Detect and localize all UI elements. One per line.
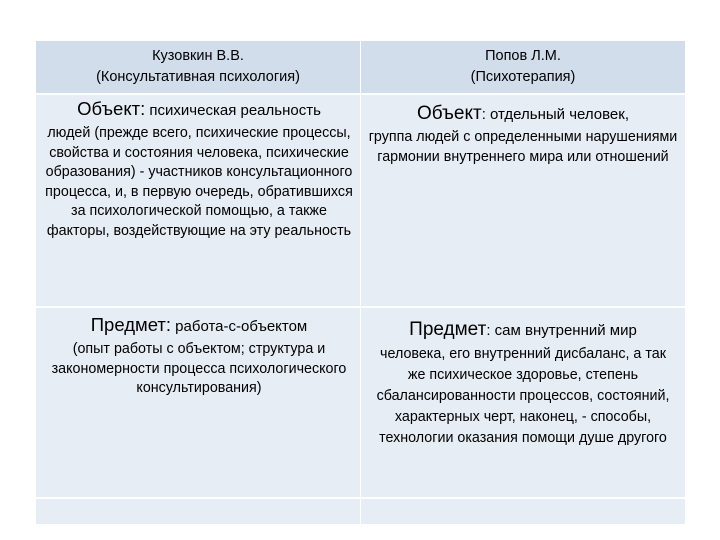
object-left-cell: [38, 96, 360, 242]
subject-left-first-line: [40, 312, 358, 340]
object-right-cell: [361, 101, 685, 167]
row-divider-subject: [36, 497, 685, 499]
object-right-text: группа людей с определенными нарушениями гармонии внутреннего мира или отношений: [368, 129, 678, 165]
subject-right-cell: [363, 317, 683, 449]
header-right-cell: [361, 46, 685, 88]
row-divider-object: [36, 306, 685, 308]
header-right-author: Попов Л.М.: [485, 48, 561, 64]
subject-right-text: человека, его внутренний дисбаланс, а так же психическое здоровье, степень сбалансированности процессов, состояний, характерных черт, наконец, - способы, технологии оказания помощи душе другого: [376, 346, 670, 446]
object-left-term: Объект:: [77, 98, 146, 119]
object-left-lead: психическая реальность: [145, 102, 321, 119]
subject-left-term: Предмет:: [90, 314, 172, 335]
header-left-field: (Консультативная психология): [96, 69, 300, 85]
subject-left-text: (опыт работы с объектом; структура и закономерности процесса психологического консультирования): [51, 341, 347, 397]
object-right-lead: : отдельный человек,: [481, 106, 629, 123]
subject-right-lead: : сам внутренний мир: [486, 322, 637, 339]
header-right-field: (Психотерапия): [470, 69, 576, 85]
object-left-first-line: [38, 96, 360, 124]
subject-left-cell: [40, 312, 358, 399]
subject-right-term: Предмет: [409, 319, 487, 340]
header-left-cell: [36, 46, 360, 88]
row-divider-header: [36, 93, 685, 95]
subject-left-lead: работа-с-объектом: [171, 318, 308, 335]
object-left-text: людей (прежде всего, психические процессы, свойства и состояния человека, психические образования) - участников консультационного процесса, и, в первую очередь, обратившихся за психологической помощью, а также факторы, воздействующие на эту реальность: [45, 125, 353, 239]
object-right-first-line: [361, 101, 685, 128]
header-left-author: Кузовкин В.В.: [152, 48, 244, 64]
subject-right-first-line: [363, 317, 683, 344]
object-right-term: Объект: [417, 103, 482, 124]
